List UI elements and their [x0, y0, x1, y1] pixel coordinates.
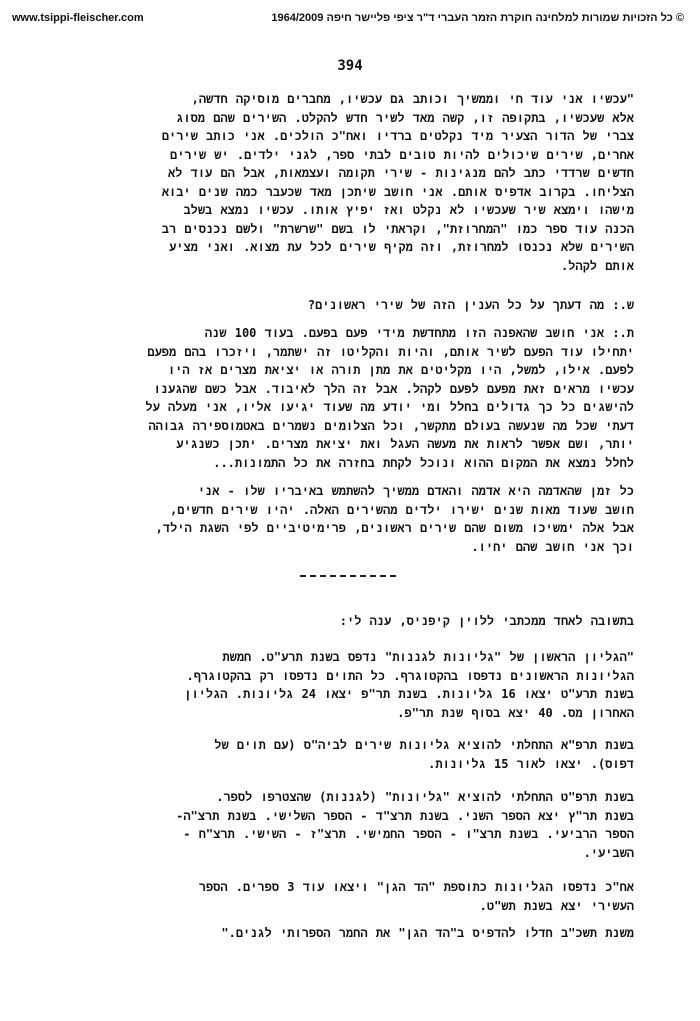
text-line: דפוס). יצאו לאור 15 גליונות. — [428, 756, 634, 771]
text-line: אח"כ נדפסו הגליונות כתוספת "הד הגן" ויצאו עוד 3 ספרים. הספר — [198, 880, 634, 894]
text-line: ת.: אני חושב שהאפנה הזו מתחדשת מידי פעם בפעם. בעוד 100 שנה — [204, 326, 634, 340]
text-line: בשנת תר"ץ יצא הספר השני. בשנת תרצ"ד - הספר השלישי. בשנת תרצ"ה- — [176, 808, 634, 823]
text-line: דעתי שכל מה שנעשה בעולם מתקשר, וכל הצלומים נשמרים באטמוספירה גבוהה — [148, 418, 634, 433]
text-line: יותר, ושם אפשר לראות את מעשה העגל ואת יציאת מצרים. יתכן כשנגיע — [176, 437, 634, 451]
text-line: משנת תשכ"ב חדלו להדפיס ב"הד הגן" את החמר הספרותי לגנים." — [221, 926, 634, 940]
text-line: להישגים כל כך גדולים בחלל ומי יודע מה שעוד יגיעו אליו, אני מעלה על — [145, 400, 634, 414]
text-line: צברי של הדור הצעיר מיד נקלטים ברדיו ואח"כ הולכים. אני כותב שירים — [161, 129, 634, 143]
paragraph-future — [74, 482, 634, 556]
text-line: הכנה עוד ספר כמו "המחרוזת", וקראתי לו בשם "שרשרת" ולשם נכנסים רב — [161, 221, 634, 236]
text-line: אלא שעכשיו, בתקופה זו, קשה מאד לשיר חדש להקלט. השירים שהם מסוג — [176, 110, 634, 125]
text-line: יתחילו עוד הפעם לשיר אותם, והיות והקליטו זה ישתמר, ויזכרו בהם מפעם — [147, 344, 634, 359]
paragraph-current-work — [74, 90, 634, 275]
text-line: הספר הרביעי. בשנת תרצ"ו - הספר החמישי. תרצ"ז - השישי. תרצ"ח - — [183, 827, 634, 841]
text-line: מישהו וימצא שיר שעכשיו לא נקלט ואז יפיץ אותו. עכשיו נמצא בשלב — [183, 203, 634, 217]
text-line: לחלל נמצא את המקום ההוא ונוכל לקחת בחזרה את כל התמונות... — [213, 455, 634, 470]
page-number: 394 — [337, 58, 363, 74]
section-divider — [300, 575, 396, 577]
text-line: בשנת תרפ"ט התחלתי להוציא "גליונות" (לגננות) שהצטרפו לספר. — [216, 790, 634, 804]
paragraph-ending — [74, 924, 634, 943]
paragraph-supplement — [74, 878, 634, 915]
text-line: אבל אלה ימשיכו משום שהם שירים ראשונים, פרימיטיביים לפי השגת הילד, — [155, 521, 634, 535]
interview-answer — [74, 324, 634, 472]
text-line: בשנת תרע"ט יצאו 16 גליונות. בשנת תר"פ יצאו 24 גליונות. הגליון — [184, 687, 634, 701]
text-line: אותם לקהל. — [560, 258, 634, 273]
interview-question — [74, 296, 634, 315]
text-line: חושב שעוד מאות שנים ישירו ילדים מהשירים האלה. יהיו שירים חדשים, — [170, 502, 634, 517]
text-line: חדשים שרדדי כתב להם מנגינות - שירי תקומה ועצמאות, אבל הם עוד לא — [167, 166, 634, 180]
text-line: בשנת תרפ"א התחלתי להוציא גליונות שירים לביה"ס (עם תוים של — [214, 738, 634, 752]
text-line: לפעם. אילו, למשל, היו מקליטים את מתן תורה או יציאת מצרים אז היו — [167, 363, 634, 377]
text-line: השביעי. — [583, 845, 634, 860]
text-line: כל זמן שהאדמה היא אדמה והאדם ממשיך להשתמש באיבריו שלו - אני — [197, 484, 634, 498]
text-line: הצליחו. בקרוב אדפיס אותם. אני חושב שיתכן מאד שכעבר כמה שנים יבוא — [161, 184, 634, 199]
text-line: "הגליון הראשון של "גליונות לגננות" נדפס בשנת תרע"ט. חמשת — [222, 650, 634, 664]
paragraph-school-sheets — [74, 736, 634, 773]
website-url: www.tsippi-fleischer.com — [12, 12, 144, 24]
text-line: הגליונות הראשונים נדפסו בהקטוגרף. כל התוים נדפסו רק בהקטוגרף. — [186, 668, 634, 683]
text-line: בתשובה לאחד ממכתבי ללוין קיפניס, ענה לי: — [339, 614, 634, 628]
paragraph-first-sheet — [74, 648, 634, 722]
paragraph-books — [74, 788, 634, 862]
text-line: השירים שלא נכנסו למחרוזת, וזה מקיף שירים לכל עת מצוא. ואני מציע — [169, 240, 634, 254]
text-line: אחרים, שירים שיכולים להיות טובים לבתי ספר, לגני ילדים. יש שירים — [170, 147, 634, 162]
text-line: "עכשיו אני עוד חי וממשיך וכותב גם עכשיו, מחברים מוסיקה חדשה, — [191, 92, 634, 106]
text-line: העשירי יצא בשנת תש"ט. — [479, 898, 634, 913]
text-line: האחרון מס. 40 יצא בסוף שנת תר"פ. — [397, 705, 634, 720]
text-line: ש.: מה דעתך על כל הענין הזה של שירי ראשונים? — [307, 298, 634, 312]
copyright-notice: © כל הזכויות שמורות למלחינה חוקרת הזמר העברי ד"ר ציפי פליישר חיפה 1964/2009 — [271, 12, 684, 24]
text-line: עכשיו מראים זאת מפעם לפעם לקהל. אבל זה הלך לאיבוד. אבל כשם שהגענו — [153, 381, 634, 396]
text-line: וכך אני חושב שהם יחיו. — [471, 539, 634, 554]
letter-intro — [74, 612, 634, 631]
